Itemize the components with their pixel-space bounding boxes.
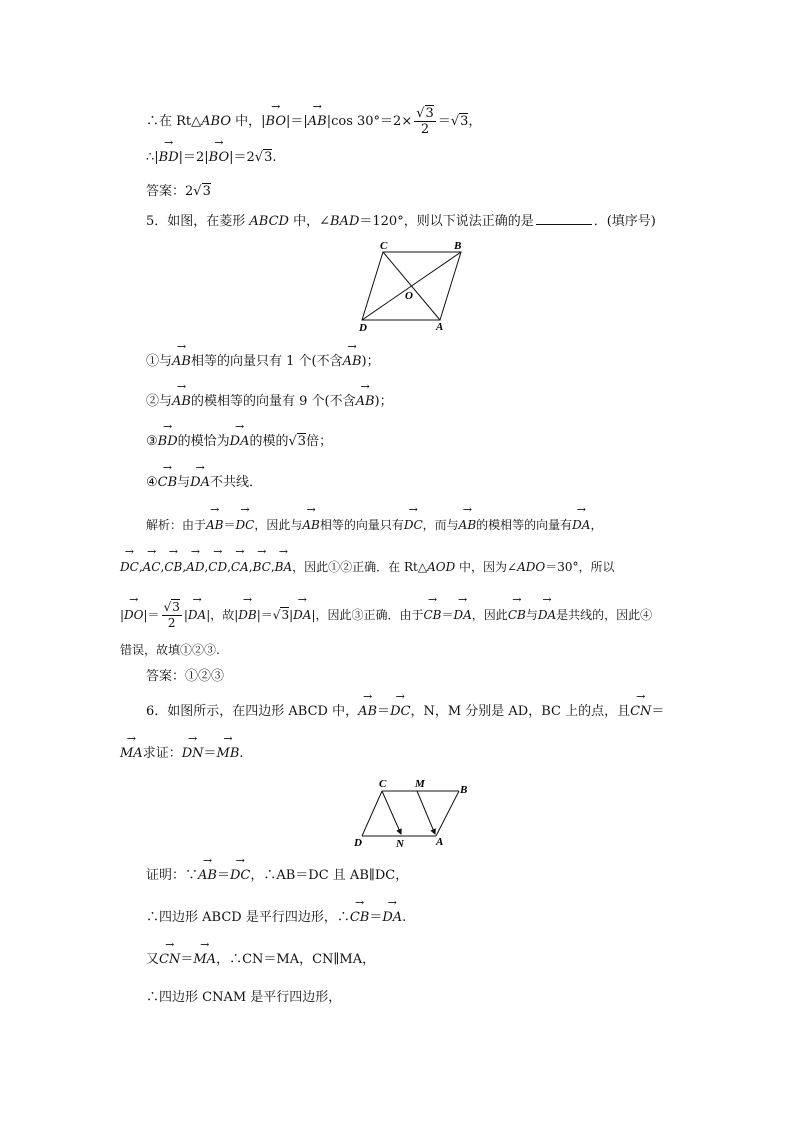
- solution-line-abo: ∴在 Rt△ABO 中，|→ BO|＝|→ AB|cos 30°＝2× $\frac{√3}{2}$ ＝√3，: [146, 106, 481, 137]
- vector-cd: → CD: [208, 557, 227, 577]
- text: .: [239, 746, 244, 761]
- text: 求证：: [142, 746, 182, 761]
- text: 6．如图所示，在四边形 ABCD 中，: [146, 704, 359, 719]
- proof-line-2: [146, 908, 406, 928]
- sqrt-value: 3: [297, 434, 307, 449]
- label-c: C: [380, 240, 388, 252]
- fraction-denominator: 2: [167, 616, 176, 630]
- vector-cn: → CN: [630, 702, 651, 722]
- text: ∴|: [146, 150, 159, 165]
- option-2: [146, 392, 393, 412]
- label-d: D: [359, 322, 367, 334]
- separator: ,: [138, 560, 143, 574]
- text: ，: [590, 518, 603, 532]
- text: )；: [361, 354, 380, 369]
- option-4: [146, 473, 262, 493]
- sqrt-value: 3: [281, 608, 290, 622]
- text: 倍；: [306, 434, 333, 449]
- vector-cb: → CB: [350, 908, 370, 928]
- vector-ab: → AB: [206, 515, 223, 535]
- label-m: M: [415, 778, 425, 790]
- text: ＝120°，则以下说法正确的是: [359, 214, 534, 229]
- text: ＝: [651, 704, 665, 719]
- solution-line-4: 错误，故填①②③.: [120, 643, 220, 657]
- vector-cb: → CB: [164, 557, 182, 577]
- text: ＝|: [290, 114, 308, 129]
- label-o: O: [405, 290, 413, 302]
- text: |: [183, 608, 188, 622]
- vector-ab: → AB: [358, 702, 377, 722]
- vector-ab: → AB: [459, 515, 476, 535]
- label-a: A: [436, 836, 444, 848]
- text: 的模相等的向量有: [476, 518, 573, 532]
- text: ③: [146, 434, 158, 449]
- text: 中，因为∠: [455, 560, 518, 574]
- text: .: [272, 150, 277, 165]
- text: ，: [468, 114, 482, 129]
- vector-dc: → DC: [236, 515, 255, 535]
- text: ＝: [377, 704, 391, 719]
- vector-da: → DA: [230, 432, 250, 452]
- side-dc: [362, 791, 382, 836]
- text: ，而与: [422, 518, 459, 532]
- vector-dc: → DC: [120, 557, 139, 577]
- vector-mb: → MB: [217, 744, 240, 764]
- vector-dc: → DC: [230, 866, 250, 886]
- vector-ma: → MA: [120, 744, 143, 764]
- text: 证明：∵: [146, 868, 199, 883]
- diagonal-bd: [362, 252, 461, 320]
- vector-da: → DA: [572, 515, 590, 535]
- text: ①与: [146, 354, 173, 369]
- text: 中，: [231, 114, 262, 129]
- text: ＝: [441, 608, 454, 622]
- answer-5: 答案：①②③: [146, 669, 225, 684]
- text: 不共线．: [209, 475, 262, 490]
- vector-cn: → CN: [159, 950, 180, 970]
- rhombus-figure: [352, 238, 472, 336]
- angle-name: ADO: [517, 560, 546, 574]
- vector-ab: → AB: [356, 392, 375, 412]
- text: |＝2|: [178, 150, 209, 165]
- vector-bd: → BD: [159, 148, 179, 168]
- text: )；: [374, 394, 393, 409]
- fraction-numerator: 3: [425, 106, 434, 121]
- vector-ab: → AB: [343, 352, 362, 372]
- text: |＝: [256, 608, 273, 622]
- separator: ,: [160, 560, 165, 574]
- answer-4: 答案：2√3: [146, 184, 211, 199]
- text: 与: [177, 475, 191, 490]
- text: |＝2: [229, 150, 255, 165]
- text: ＝30°，所以: [545, 560, 615, 574]
- text: .: [402, 910, 407, 925]
- fraction: $\frac{√3}{2}$: [163, 600, 180, 630]
- text: ，∴CN＝MA，CN∥MA，: [216, 952, 376, 967]
- vector-cb: → CB: [158, 473, 178, 493]
- text: ④: [146, 475, 158, 490]
- vector-ba: → BA: [275, 557, 292, 577]
- vector-bo: → BO: [209, 148, 229, 168]
- label-b: B: [454, 240, 462, 252]
- angle-name: BAD: [330, 214, 360, 229]
- question-5: [146, 212, 656, 232]
- label-b: B: [460, 784, 468, 796]
- text: |: [289, 608, 294, 622]
- text: ②与: [146, 394, 173, 409]
- separator: ,: [248, 560, 253, 574]
- text: 相等的向量只有 1 个(不含: [190, 354, 343, 369]
- separator: ,: [182, 560, 187, 574]
- answer-label: 答案：2: [146, 184, 194, 199]
- vector-bc: → BC: [253, 557, 271, 577]
- side-ab: [436, 791, 459, 836]
- vector-da: → DA: [454, 605, 472, 625]
- vector-bd: → BD: [158, 432, 178, 452]
- vector-ab: → AB: [302, 515, 319, 535]
- triangle-name: ABO: [201, 114, 231, 129]
- triangle-name: AOD: [427, 560, 456, 574]
- proof-line-3: [146, 950, 375, 970]
- vector-cb: → CB: [508, 605, 526, 625]
- text: ＝: [180, 952, 194, 967]
- text: ∴在 Rt△: [146, 114, 202, 129]
- vector-bo: → BO: [266, 112, 286, 132]
- solution-line-3: |→ DO|＝ $\frac{√3}{2}$ |→ DA|，故|→ DB|＝√3|→ DA|，因此③正确．由于→ CB＝→ DA，因此→ CB与→ DA是共线的，因此④: [120, 600, 652, 631]
- vector-cb: → CB: [423, 605, 441, 625]
- label-a: A: [436, 321, 444, 333]
- shape-name: ABCD: [249, 214, 289, 229]
- vector-cn-arrow: [382, 791, 401, 834]
- vector-da: → DA: [293, 605, 311, 625]
- vector-do: → DO: [124, 605, 143, 625]
- vector-da: → DA: [382, 908, 402, 928]
- vector-dc: → DC: [390, 702, 410, 722]
- text: 又: [146, 952, 160, 967]
- vector-dn: → DN: [182, 744, 204, 764]
- fraction-denominator: 2: [420, 122, 430, 137]
- text: |＝: [143, 608, 160, 622]
- vector-db: → DB: [238, 605, 256, 625]
- text: |，因此③正确．由于: [311, 608, 424, 622]
- separator: ,: [270, 560, 275, 574]
- vector-da: → DA: [538, 605, 556, 625]
- text: ＝: [203, 746, 217, 761]
- answer-blank: [536, 224, 592, 225]
- vector-da: → DA: [190, 473, 210, 493]
- text: 的模相等的向量有 9 个(不含: [190, 394, 356, 409]
- option-3: ③→ BD的模恰为→ DA的模的√3倍；: [146, 432, 332, 452]
- solution-line-1: [146, 515, 602, 535]
- separator: ,: [227, 560, 231, 574]
- solution-line-bd: ∴|→ BD|＝2|→ BO|＝2√3.: [146, 148, 277, 168]
- text: 5．如图，在菱形: [146, 214, 250, 229]
- vector-ma: → MA: [193, 950, 216, 970]
- text: ，因此: [471, 608, 508, 622]
- text: |，故|: [206, 608, 239, 622]
- text: 是共线的，因此④: [556, 608, 653, 622]
- vector-ad: → AD: [186, 557, 204, 577]
- label-n: N: [396, 838, 404, 850]
- vector-ab: → AB: [308, 112, 327, 132]
- text: ，因此与: [254, 518, 303, 532]
- vector-ac: → AC: [143, 557, 161, 577]
- question-6-line-2: [120, 744, 244, 764]
- vector-ca: → CA: [231, 557, 249, 577]
- vector-dc: → DC: [404, 515, 423, 535]
- text: ＝: [223, 518, 236, 532]
- sqrt-value: 3: [264, 150, 273, 165]
- text: ＝: [369, 910, 383, 925]
- text: 中，∠: [288, 214, 330, 229]
- text: 的模的: [249, 434, 289, 449]
- text: ，因此①②正确．在 Rt△: [292, 560, 428, 574]
- text: ＝: [437, 114, 451, 129]
- text: ＝: [216, 868, 230, 883]
- text: |: [120, 608, 125, 622]
- fraction: $\frac{√3}{2}$: [416, 106, 434, 137]
- vector-ab: → AB: [172, 392, 191, 412]
- proof-line-4: ∴四边形 CNAM 是平行四边形，: [146, 990, 342, 1005]
- question-6-line-1: [146, 702, 664, 722]
- text: |cos 30°＝2×: [326, 114, 413, 129]
- vector-da: → DA: [188, 605, 206, 625]
- text: 解析：由于: [146, 518, 207, 532]
- fraction-numerator: 3: [172, 600, 180, 614]
- vector-ma-arrow: [417, 791, 435, 834]
- solution-line-2: [120, 557, 614, 577]
- separator: ,: [204, 560, 209, 574]
- label-d: D: [354, 837, 362, 849]
- text: 的模恰为: [177, 434, 230, 449]
- vector-ab: → AB: [198, 866, 217, 886]
- sqrt-value: 3: [202, 184, 211, 199]
- option-1: [146, 352, 380, 372]
- proof-line-1: [146, 866, 408, 886]
- label-c: C: [379, 778, 387, 790]
- vector-ab: → AB: [172, 352, 191, 372]
- text: ，N，M 分别是 AD，BC 上的点，且: [410, 704, 631, 719]
- text: 相等的向量只有: [319, 518, 404, 532]
- text: ．(填序号): [593, 214, 656, 229]
- text: 与: [525, 608, 538, 622]
- sqrt-value: 3: [460, 114, 469, 129]
- text: ∴四边形 ABCD 是平行四边形，∴: [146, 910, 350, 925]
- text: ，∴AB＝DC 且 AB∥DC，: [250, 868, 409, 883]
- parallelogram-figure: [350, 776, 480, 850]
